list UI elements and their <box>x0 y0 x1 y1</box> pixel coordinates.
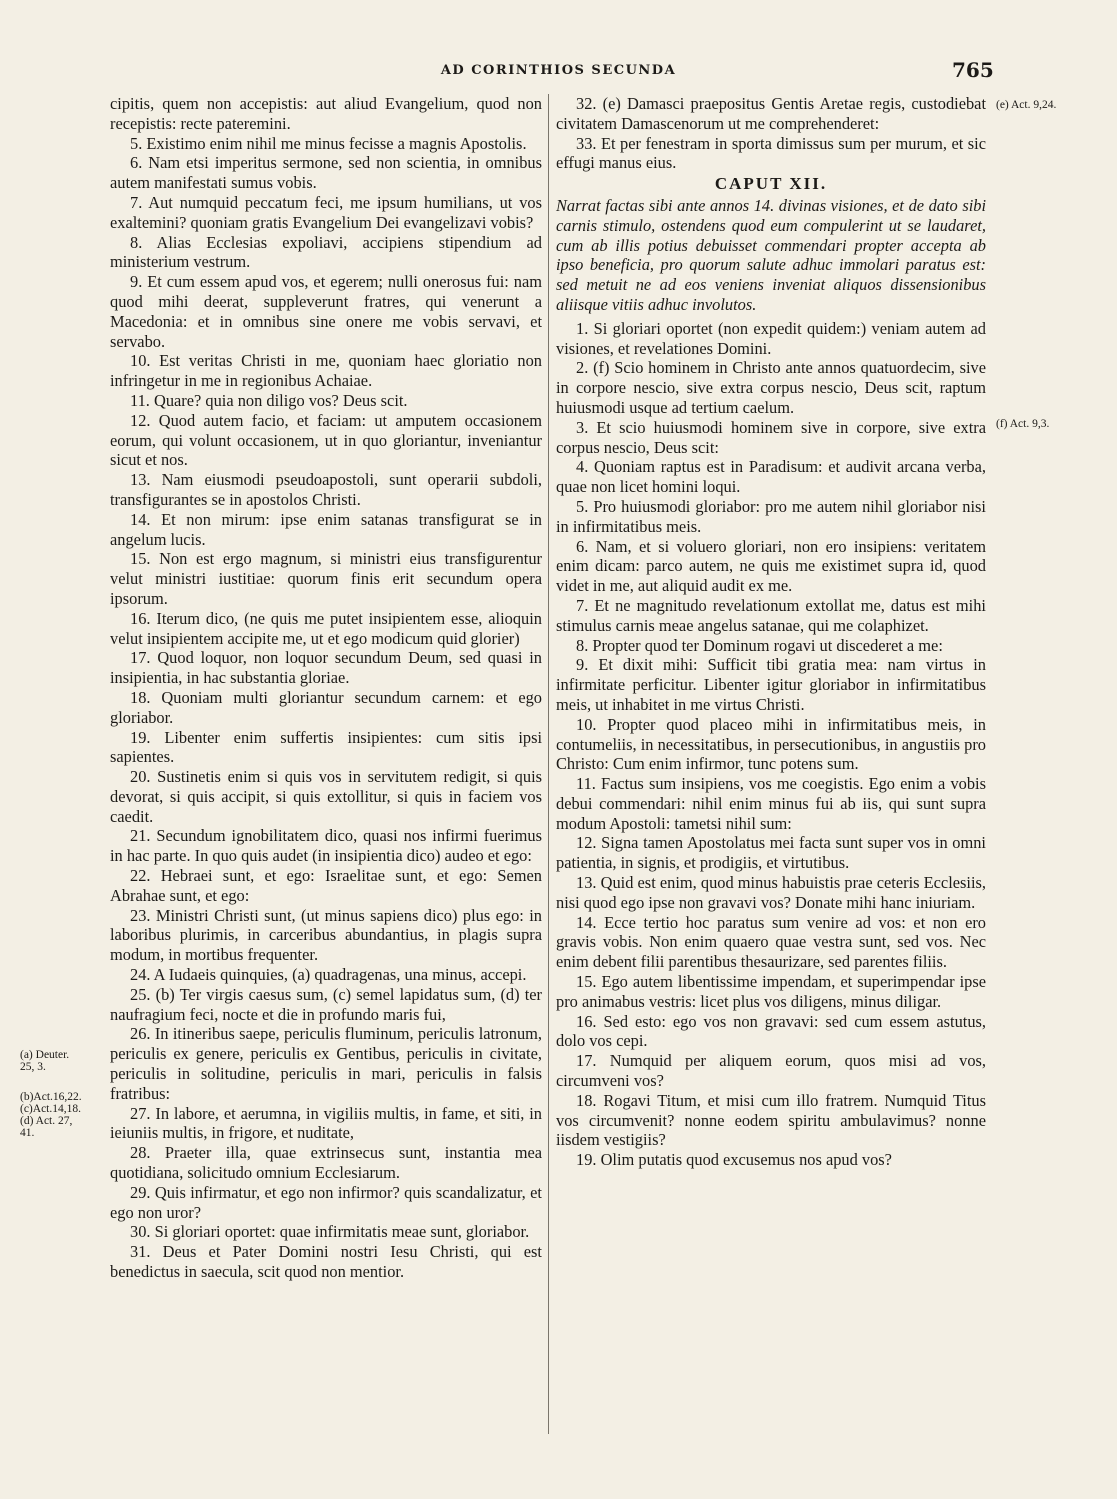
verse-7: 7. Aut numquid peccatum feci, me ipsum humilians, ut vos exaltemini? quoniam gratis Evangelium Dei evangelizavi vobis? <box>110 192 542 232</box>
verse-16: 16. Iterum dico, (ne quis me putet insipientem esse, alioquin velut insipientem accipite me, ut et ego modicum quid glorier) <box>110 608 542 648</box>
verse-33: 33. Et per fenestram in sporta dimissus sum per murum, et sic effugi manus eius. <box>556 133 986 173</box>
page-number: 765 <box>952 58 994 82</box>
verse-12-15: 15. Ego autem libentissime impendam, et superimpendar ipse pro animabus vestris: licet plus vos diligens, minus diligar. <box>556 972 986 1011</box>
margin-note-a-line1: (a) Deuter. <box>20 1049 70 1061</box>
verse-14: 14. Et non mirum: ipse enim satanas transfigurat se in angelum lucis. <box>110 509 542 549</box>
verse-22: 22. Hebraei sunt, et ego: Israelitae sunt, et ego: Semen Abrahae sunt, et ego: <box>110 866 542 905</box>
margin-note-bcd <box>20 1091 106 1139</box>
verse-12-10: 10. Propter quod placeo mihi in infirmitatibus meis, in contumeliis, in necessitatibus, in persecutionibus, in angustiis pro Christo: Cum enim infirmor, tunc potens sum. <box>556 714 986 774</box>
verse-12-6: 6. Nam, et si voluero gloriari, non ero insipiens: veritatem enim dicam: parco autem, ne quis me existimet supra id, quod videt in me, aut aliquid audit ex me. <box>556 536 986 596</box>
verse-25: 25. (b) Ter virgis caesus sum, (c) semel lapidatus sum, (d) ter naufragium feci, nocte et die in profundo maris fui, <box>110 984 542 1024</box>
verse-6: 6. Nam etsi imperitus sermone, sed non scientia, in omnibus autem manifestati sumus vobis. <box>110 153 542 193</box>
verse-12-19: 19. Olim putatis quod excusemus nos apud vos? <box>576 1150 892 1170</box>
verse-10: 10. Est veritas Christi in me, quoniam haec gloriatio non infringetur in me in regionibus Achaiae. <box>110 351 542 391</box>
left-column <box>110 94 542 1282</box>
verse-5: 5. Existimo enim nihil me minus fecisse a magnis Apostolis. <box>130 133 527 153</box>
chapter-heading: CAPUT XII. <box>714 174 828 194</box>
verse-12-3: 3. Et scio huiusmodi hominem sive in corpore, sive extra corpus nescio, Deus scit: <box>556 417 986 457</box>
verse-12-12: 12. Signa tamen Apostolatus mei facta sunt super vos in omni patientia, in signis, et prodigiis, et virtutibus. <box>556 833 986 873</box>
right-column <box>556 94 986 1170</box>
verse-12-8: 8. Propter quod ter Dominum rogavi ut discederet a me: <box>576 635 943 655</box>
verse-13: 13. Nam eiusmodi pseudoapostoli, sunt operarii subdoli, transfigurantes se in apostolos Christi. <box>110 470 542 509</box>
verse-4-continued: cipitis, quem non accepistis: aut aliud Evangelium, quod non recepistis: recte pateremini. <box>110 94 542 133</box>
margin-note-a <box>20 1049 106 1073</box>
verse-12-13: 13. Quid est enim, quod minus habuistis prae ceteris Ecclesiis, nisi quod ego ipse non gravavi vos? Donate mihi hanc iniuriam. <box>556 873 986 912</box>
margin-note-e: (e) Act. 9,24. <box>996 99 1057 111</box>
margin-note-d-line2: 41. <box>20 1127 35 1139</box>
verse-12-17: 17. Numquid per aliquem eorum, quos misi ad vos, circumveni vos? <box>556 1051 986 1091</box>
chapter-summary: Narrat factas sibi ante annos 14. divinas visiones, et de dato sibi carnis stimulo, ostendens quod eum compulerint ut se laudaret, cum ab illis potius debuisset commendari propter accepta ab ipso beneficia, pro quorum salute adhuc immolari paratus est: sed metuit ne ad eos veniens inveniat aliquos dissensionibus aliisque vitiis adhuc involutos. <box>556 195 986 314</box>
verse-31: 31. Deus et Pater Domini nostri Iesu Christi, qui est benedictus in saecula, scit quod non mentior. <box>110 1242 542 1282</box>
margin-note-d-line1: (d) Act. 27, <box>20 1115 73 1127</box>
verse-28: 28. Praeter illa, quae extrinsecus sunt, instantia mea quotidiana, solicitudo omnium Ecclesiarum. <box>110 1143 542 1183</box>
margin-note-c: (c)Act.14,18. <box>20 1103 81 1115</box>
verse-26: 26. In itineribus saepe, periculis fluminum, periculis latronum, periculis ex genere, periculis ex Gentibus, periculis in civitate, periculis in solitudine, periculis in mari, periculis in falsis fratribus: <box>110 1024 542 1103</box>
verse-23: 23. Ministri Christi sunt, (ut minus sapiens dico) plus ego: in laboribus plurimis, in carceribus abundantius, in plagis supra modum, in mortibus frequenter. <box>110 905 542 965</box>
verse-19: 19. Libenter enim suffertis insipientes: cum sitis ipsi sapientes. <box>110 727 542 767</box>
verse-29: 29. Quis infirmatur, et ego non infirmor? quis scandalizatur, et ego non uror? <box>110 1182 542 1222</box>
margin-note-a-line2: 25, 3. <box>20 1061 46 1073</box>
verse-20: 20. Sustinetis enim si quis vos in servitutem redigit, si quis devorat, si quis accipit, si quis extollitur, si quis in faciem vos caedit. <box>110 767 542 826</box>
verse-30: 30. Si gloriari oportet: quae infirmitatis meae sunt, gloriabor. <box>130 1222 530 1242</box>
verse-9: 9. Et cum essem apud vos, et egerem; nulli onerosus fui: nam quod mihi deerat, suppleverunt fratres, qui venerunt a Macedonia: et in omnibus sine onere me vobis servavi, et servabo. <box>110 272 542 351</box>
verse-32: 32. (e) Damasci praepositus Gentis Aretae regis, custodiebat civitatem Damascenorum ut me comprehenderet: <box>556 94 986 133</box>
verse-8: 8. Alias Ecclesias expoliavi, accipiens stipendium ad ministerium vestrum. <box>110 232 542 272</box>
verse-12-16: 16. Sed esto: ego vos non gravavi: sed cum essem astutus, dolo vos cepi. <box>556 1011 986 1051</box>
verse-17: 17. Quod loquor, non loquor secundum Deum, sed quasi in insipientia, in hac substantia gloriae. <box>110 648 542 688</box>
verse-24: 24. A Iudaeis quinquies, (a) quadragenas, una minus, accepi. <box>130 965 527 985</box>
verse-12-14: 14. Ecce tertio hoc paratus sum venire ad vos: et non ero gravis vobis. Non enim quaero quae vestra sunt, sed vos. Nec enim debent filii parentibus thesaurizare, sed parentes filiis. <box>556 912 986 972</box>
verse-12-11: 11. Factus sum insipiens, vos me coegistis. Ego enim a vobis debui commendari: nihil enim minus fui ab iis, qui sunt supra modum Apostoli: tametsi nihil sum: <box>556 774 986 833</box>
verse-27: 27. In labore, et aerumna, in vigiliis multis, in fame, et siti, in ieiuniis multis, in frigore, et nuditate, <box>110 1103 542 1143</box>
verse-12-9: 9. Et dixit mihi: Sufficit tibi gratia mea: nam virtus in infirmitate perficitur. Libenter igitur gloriabor in infirmitatibus meis, ut inhabitet in me virtus Christi. <box>556 655 986 714</box>
column-divider <box>548 94 549 1434</box>
margin-note-b: (b)Act.16,22. <box>20 1091 82 1103</box>
verse-12-2: 2. (f) Scio hominem in Christo ante annos quatuordecim, sive in corpore nescio, sive extra corpus nescio, Deus scit, raptum huiusmodi usque ad tertium caelum. <box>556 358 986 417</box>
verse-12-5: 5. Pro huiusmodi gloriabor: pro me autem nihil gloriabor nisi in infirmitatibus meis. <box>556 496 986 536</box>
verse-12-4: 4. Quoniam raptus est in Paradisum: et audivit arcana verba, quae non licet homini loqui. <box>556 457 986 497</box>
verse-18: 18. Quoniam multi gloriantur secundum carnem: et ego gloriabor. <box>110 687 542 727</box>
running-title: AD CORINTHIOS SECUNDA <box>440 63 677 78</box>
verse-15: 15. Non est ergo magnum, si ministri eius transfigurentur velut ministri iustitiae: quorum finis erit secundum opera ipsorum. <box>110 549 542 608</box>
verse-12-18: 18. Rogavi Titum, et misi cum illo fratrem. Numquid Titus vos circumvenit? nonne eodem spiritu ambulavimus? nonne iisdem vestigiis? <box>556 1090 986 1150</box>
verse-21: 21. Secundum ignobilitatem dico, quasi nos infirmi fuerimus in hac parte. In quo quis audet (in insipientia dico) audeo et ego: <box>110 826 542 866</box>
verse-12: 12. Quod autem facio, et faciam: ut amputem occasionem eorum, qui volunt occasionem, ut in quo gloriantur, inveniantur sicut et nos. <box>110 410 542 470</box>
verse-11: 11. Quare? quia non diligo vos? Deus scit. <box>130 390 408 410</box>
verse-12-7: 7. Et ne magnitudo revelationum extollat me, datus est mihi stimulus carnis meae angelus satanae, qui me colaphizet. <box>556 595 986 635</box>
verse-12-1: 1. Si gloriari oportet (non expedit quidem:) veniam autem ad visiones, et revelationes Domini. <box>556 318 986 358</box>
margin-note-f: (f) Act. 9,3. <box>996 418 1050 430</box>
